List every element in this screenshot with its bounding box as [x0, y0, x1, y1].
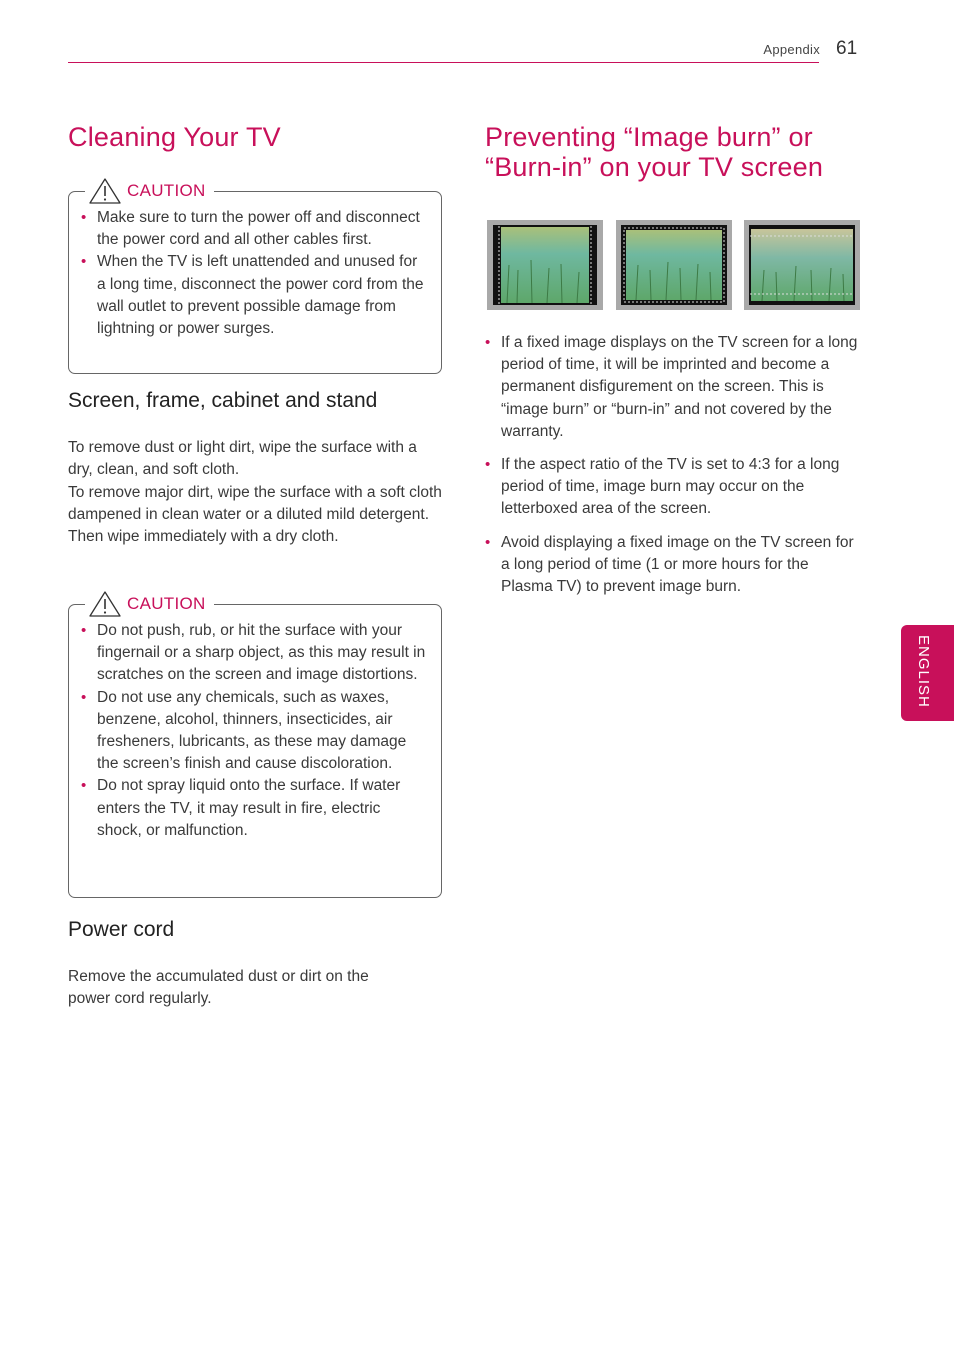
- list-item: • Make sure to turn the power off and disconnect the power cord and all other cables first.: [81, 207, 427, 251]
- power-cord-heading: Power cord: [68, 918, 175, 941]
- tv-illustration-frame-border: [616, 220, 732, 310]
- list-item: • If the aspect ratio of the TV is set to 4:3 for a long period of time, image burn may occur on the letterboxed area of the screen.: [485, 454, 863, 521]
- burn-in-title-line-2: “Burn-in” on your TV screen: [485, 152, 824, 182]
- caution-label-2: CAUTION: [127, 594, 206, 613]
- tv-illustration-letterbox-sides: [487, 220, 603, 310]
- list-item: • Do not use any chemicals, such as waxes, benzene, alcohol, thinners, insecticides, air fresheners, lubricants, as these may damage the screen’s finish and cause discoloration.: [81, 687, 427, 776]
- caution-label-1: CAUTION: [127, 181, 206, 200]
- caution-header-1: [85, 177, 214, 205]
- caution-list-1: [81, 207, 427, 340]
- tv-illustration-letterbox-top-bottom: [744, 220, 860, 310]
- caution-list-2: [81, 620, 427, 842]
- screen-paragraph-2: To remove major dirt, wipe the surface with a soft cloth dampened in clean water or a diluted mild detergent. Then wipe immediately with a dry cloth.: [68, 484, 442, 546]
- list-item: • Do not push, rub, or hit the surface with your fingernail or a sharp object, as this may result in scratches on the screen and image distortions.: [81, 620, 427, 687]
- screen-paragraph-1: To remove dust or light dirt, wipe the surface with a dry, clean, and soft cloth.: [68, 439, 417, 479]
- burn-in-list: [485, 332, 863, 598]
- header-rule: [68, 62, 819, 63]
- running-header-section: Appendix: [763, 42, 820, 57]
- caution-header-2: [85, 590, 214, 618]
- language-side-tab-label: ENGLISH: [915, 635, 932, 708]
- warning-triangle-icon: [89, 178, 121, 204]
- power-cord-paragraph: Remove the accumulated dust or dirt on the power cord regularly.: [68, 968, 369, 1008]
- list-item: • If a fixed image displays on the TV screen for a long period of time, it will be imprinted and become a permanent disfigurement on the screen. This is “image burn” or “burn-in” and not covered by the warranty.: [485, 332, 863, 443]
- burn-in-title-line-1: Preventing “Image burn” or: [485, 122, 813, 152]
- list-item: • Avoid displaying a fixed image on the TV screen for a long period of time (1 or more hours for the Plasma TV) to prevent image burn.: [485, 532, 863, 599]
- screen-heading: Screen, frame, cabinet and stand: [68, 389, 378, 412]
- page-number: 61: [836, 38, 858, 59]
- caution-box-2: [68, 594, 442, 898]
- caution-box-1: [68, 181, 442, 374]
- language-side-tab: [901, 625, 954, 721]
- list-item: • When the TV is left unattended and unused for a long time, disconnect the power cord from the wall outlet to prevent possible damage from lightning or power surges.: [81, 251, 427, 340]
- warning-triangle-icon: [89, 591, 121, 617]
- list-item: • Do not spray liquid onto the surface. If water enters the TV, it may result in fire, electric shock, or malfunction.: [81, 775, 427, 842]
- cleaning-title: Cleaning Your TV: [68, 122, 281, 152]
